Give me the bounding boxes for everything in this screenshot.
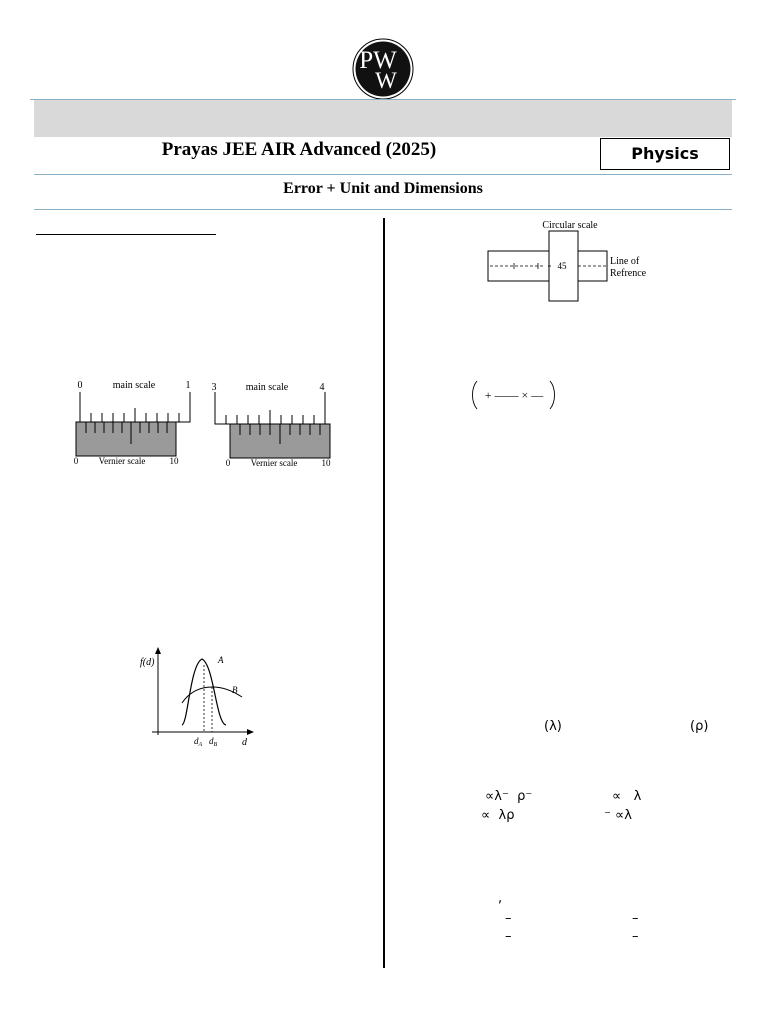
proportional-d: ⁻ ∝λ — [604, 808, 632, 823]
vernier-end-label: 10 — [169, 456, 179, 466]
column-divider — [383, 218, 385, 968]
thimble-reading: 45 — [557, 261, 567, 271]
circular-scale-label: Circular scale — [542, 220, 598, 231]
logo-letter-p: PW — [359, 47, 397, 74]
main-scale-start-label: 3 — [211, 382, 217, 393]
chapter-title: Error + Unit and Dimensions — [283, 180, 483, 197]
main-scale-start-label: 0 — [77, 380, 83, 391]
formula-bracket — [468, 378, 560, 412]
page-title: Prayas JEE AIR Advanced (2025) — [161, 139, 437, 160]
y-axis-label: f(d) — [140, 657, 155, 668]
logo-letter-w: W — [375, 68, 397, 93]
main-scale-end-label: 4 — [319, 382, 325, 393]
rho-fragment: (ρ) — [690, 719, 709, 734]
formula-text: + —— × — — [484, 388, 544, 402]
reference-label-1: Line of — [610, 256, 640, 267]
vernier-end-label: 10 — [321, 458, 331, 468]
vernier-left — [74, 380, 191, 466]
x-axis-arrow — [247, 729, 254, 735]
vernier-calipers-figure — [60, 372, 350, 472]
vernier-scale-label: Vernier scale — [98, 456, 146, 466]
distribution-figure — [138, 645, 258, 755]
main-scale-end-label: 1 — [185, 380, 191, 391]
chapter-rule — [34, 209, 732, 210]
reference-label-2: Refrence — [610, 268, 647, 279]
vernier-scale-body — [76, 422, 176, 456]
curve-b-label: B — [232, 685, 238, 695]
main-scale-label: main scale — [245, 382, 289, 393]
vernier-scale-label: Vernier scale — [250, 458, 298, 468]
vernier-right — [212, 382, 332, 468]
vernier-start-label: 0 — [73, 456, 79, 466]
section-heading-underline — [36, 234, 216, 235]
dash-fragment: – — [505, 911, 512, 926]
y-axis-arrow — [155, 647, 161, 654]
proportional-b: ∝ λ — [612, 789, 642, 804]
subject-badge: Physics — [600, 138, 730, 170]
pw-logo — [352, 38, 414, 100]
mark-a-label: $d_A$ — [194, 736, 203, 748]
lambda-fragment: (λ) — [544, 719, 562, 734]
comma-fragment: , — [498, 891, 503, 906]
screw-gauge-figure — [486, 217, 656, 305]
proportional-a: ∝λ⁻ ρ⁻ — [485, 789, 533, 804]
x-axis-label: d — [242, 737, 247, 748]
dash-fragment: – — [632, 929, 639, 944]
proportional-c: ∝ λρ — [481, 808, 515, 823]
dash-fragment: – — [505, 929, 512, 944]
header-band — [34, 100, 732, 137]
curve-a — [182, 659, 226, 725]
title-rule — [34, 174, 732, 175]
vernier-start-label: 0 — [225, 458, 231, 468]
curve-a-label: A — [218, 655, 224, 665]
dash-fragment: – — [632, 911, 639, 926]
main-scale-label: main scale — [112, 380, 156, 391]
sleeve-right — [578, 251, 607, 281]
mark-b-label: $d_B$ — [209, 736, 218, 748]
